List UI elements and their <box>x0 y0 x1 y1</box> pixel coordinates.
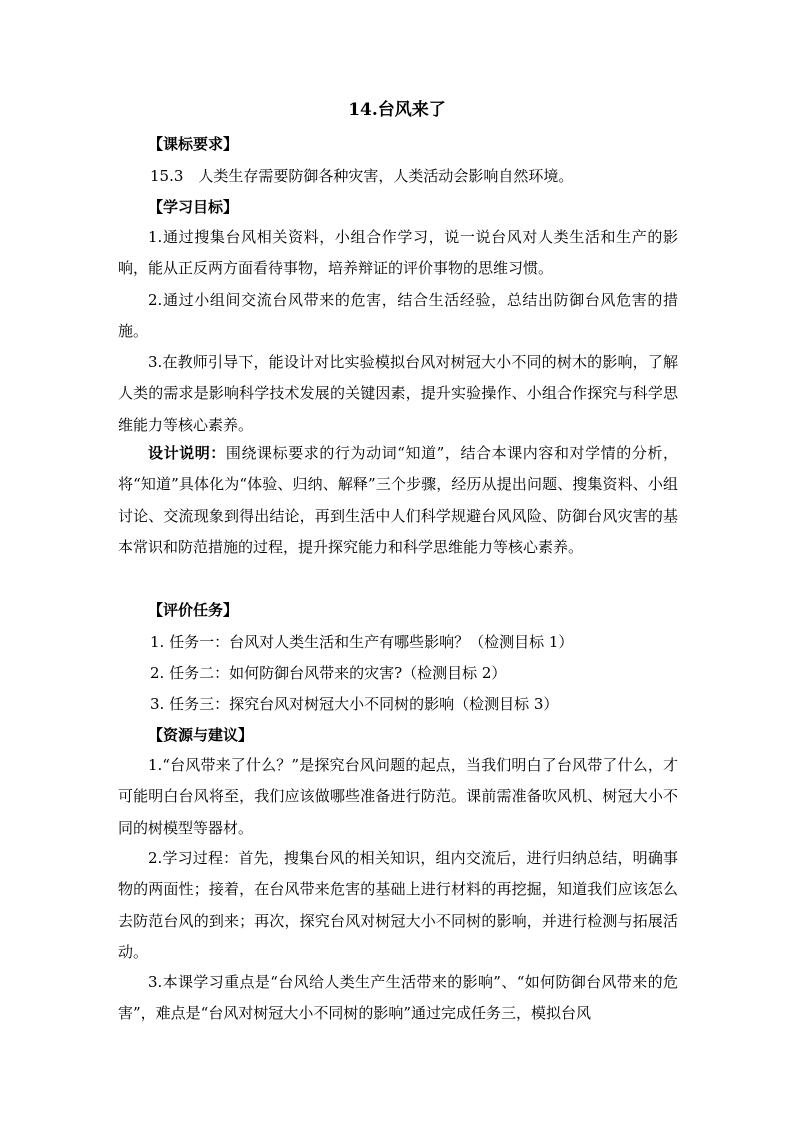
sheji-paragraph <box>118 438 678 563</box>
mubiao-item-2: 2.通过小组间交流台风带来的危害，结合生活经验，总结出防御台风危害的措施。 <box>118 291 678 341</box>
renwu-item-1: 1. 任务一：台风对人类生活和生产有哪些影响？（检测目标 1） <box>150 633 574 651</box>
ziyuan-item-2: 2.学习过程：首先，搜集台风的相关知识，组内交流后，进行归纳总结，明确事物的两面性；接着，在台风带来危害的基础上进行材料的再挖掘，知道我们应该怎么去防范台风的到来；再次，探究台风对树冠大小不同树的影响，并进行检测与拓展活动。 <box>118 849 678 961</box>
mubiao-item-1: 1.通过搜集台风相关资料，小组合作学习，说一说台风对人类生活和生产的影响，能从正反两方面看待事物，培养辩证的评价事物的思维习惯。 <box>118 228 678 278</box>
heading-kebiao: 【课标要求】 <box>148 135 239 153</box>
page-title: 14.台风来了 <box>348 100 446 120</box>
ziyuan-item-1: 1.“台风带来了什么？”是探究台风问题的起点，当我们明白了台风带了什么，才可能明白台风将至，我们应该做哪些准备进行防范。课前需准备吹风机、树冠大小不同的树模型等器材。 <box>118 756 678 837</box>
mubiao-item-3: 3.在教师引导下，能设计对比实验模拟台风对树冠大小不同的树木的影响，了解人类的需求是影响科学技术发展的关键因素，提升实验操作、小组合作探究与科学思维能力等核心素养。 <box>118 353 678 434</box>
heading-ziyuan: 【资源与建议】 <box>148 726 254 744</box>
heading-renwu: 【评价任务】 <box>148 601 239 619</box>
sheji-text: 围绕课标要求的行为动词“知道”，结合本课内容和对学情的分析，将“知道”具体化为“体验、归纳、解释”三个步骤，经历从提出问题、搜集资料、小组讨论、交流现象到得出结论，再到生活中人们科学规避台风风险、防御台风灾害的基本常识和防范措施的过程，提升探究能力和科学思维能力等核心素养。 <box>118 444 678 556</box>
sheji-label: 设计说明： <box>148 444 226 462</box>
renwu-item-3: 3. 任务三：探究台风对树冠大小不同树的影响（检测目标 3） <box>150 695 559 713</box>
heading-mubiao: 【学习目标】 <box>148 198 239 216</box>
ziyuan-item-3: 3.本课学习重点是“台风给人类生产生活带来的影响”、“如何防御台风带来的危害”，难点是“台风对树冠大小不同树的影响”通过完成任务三，模拟台风 <box>118 973 678 1023</box>
kebiao-line: 15.3 人类生存需要防御各种灾害，人类活动会影响自然环境。 <box>150 167 574 185</box>
renwu-item-2: 2. 任务二：如何防御台风带来的灾害?（检测目标 2） <box>150 664 507 682</box>
